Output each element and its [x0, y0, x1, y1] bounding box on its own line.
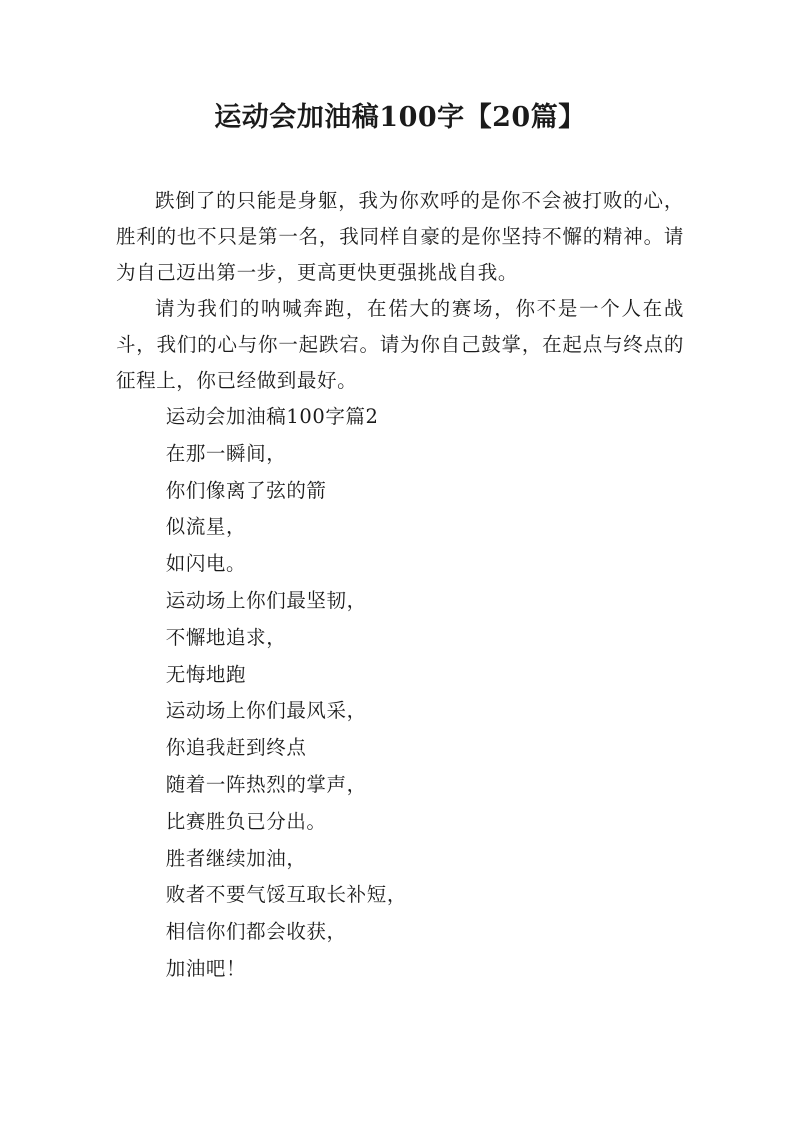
section-heading: 运动会加油稿100字篇2 [165, 405, 379, 428]
poem-line: 随着一阵热烈的掌声， [165, 772, 367, 796]
poem-line: 你追我赶到终点 [165, 736, 307, 760]
document-body [116, 183, 684, 988]
poem-line: 如闪电。 [165, 552, 247, 576]
paragraph: 跌倒了的只能是身躯，我为你欢呼的是你不会被打败的心，胜利的也不只是第一名，我同样自豪的是你坚持不懈的精神。请为自己迈出第一步，更高更快更强挑战自我。 [116, 189, 684, 284]
poem-line: 相信你们都会收获， [165, 920, 347, 944]
poem-line: 你们像离了弦的箭 [165, 478, 327, 502]
poem-line: 败者不要气馁互取长补短， [165, 883, 407, 907]
poem-line: 似流星， [165, 515, 247, 539]
paragraph: 请为我们的呐喊奔跑，在偌大的赛场，你不是一个人在战斗，我们的心与你一起跌宕。请为你自己鼓掌，在起点与终点的征程上，你已经做到最好。 [116, 297, 684, 392]
poem-line: 胜者继续加油， [165, 846, 307, 870]
poem-line: 运动场上你们最风采， [165, 699, 367, 723]
poem-line: 加油吧！ [165, 956, 247, 980]
poem-line: 运动场上你们最坚韧， [165, 588, 367, 612]
poem-line: 在那一瞬间， [165, 441, 287, 465]
document-title: 运动会加油稿100字【20篇】 [214, 102, 586, 133]
poem-line: 比赛胜负已分出。 [165, 809, 327, 833]
poem-line: 不懈地追求， [165, 625, 287, 649]
poem-line: 无悔地跑 [165, 662, 247, 686]
